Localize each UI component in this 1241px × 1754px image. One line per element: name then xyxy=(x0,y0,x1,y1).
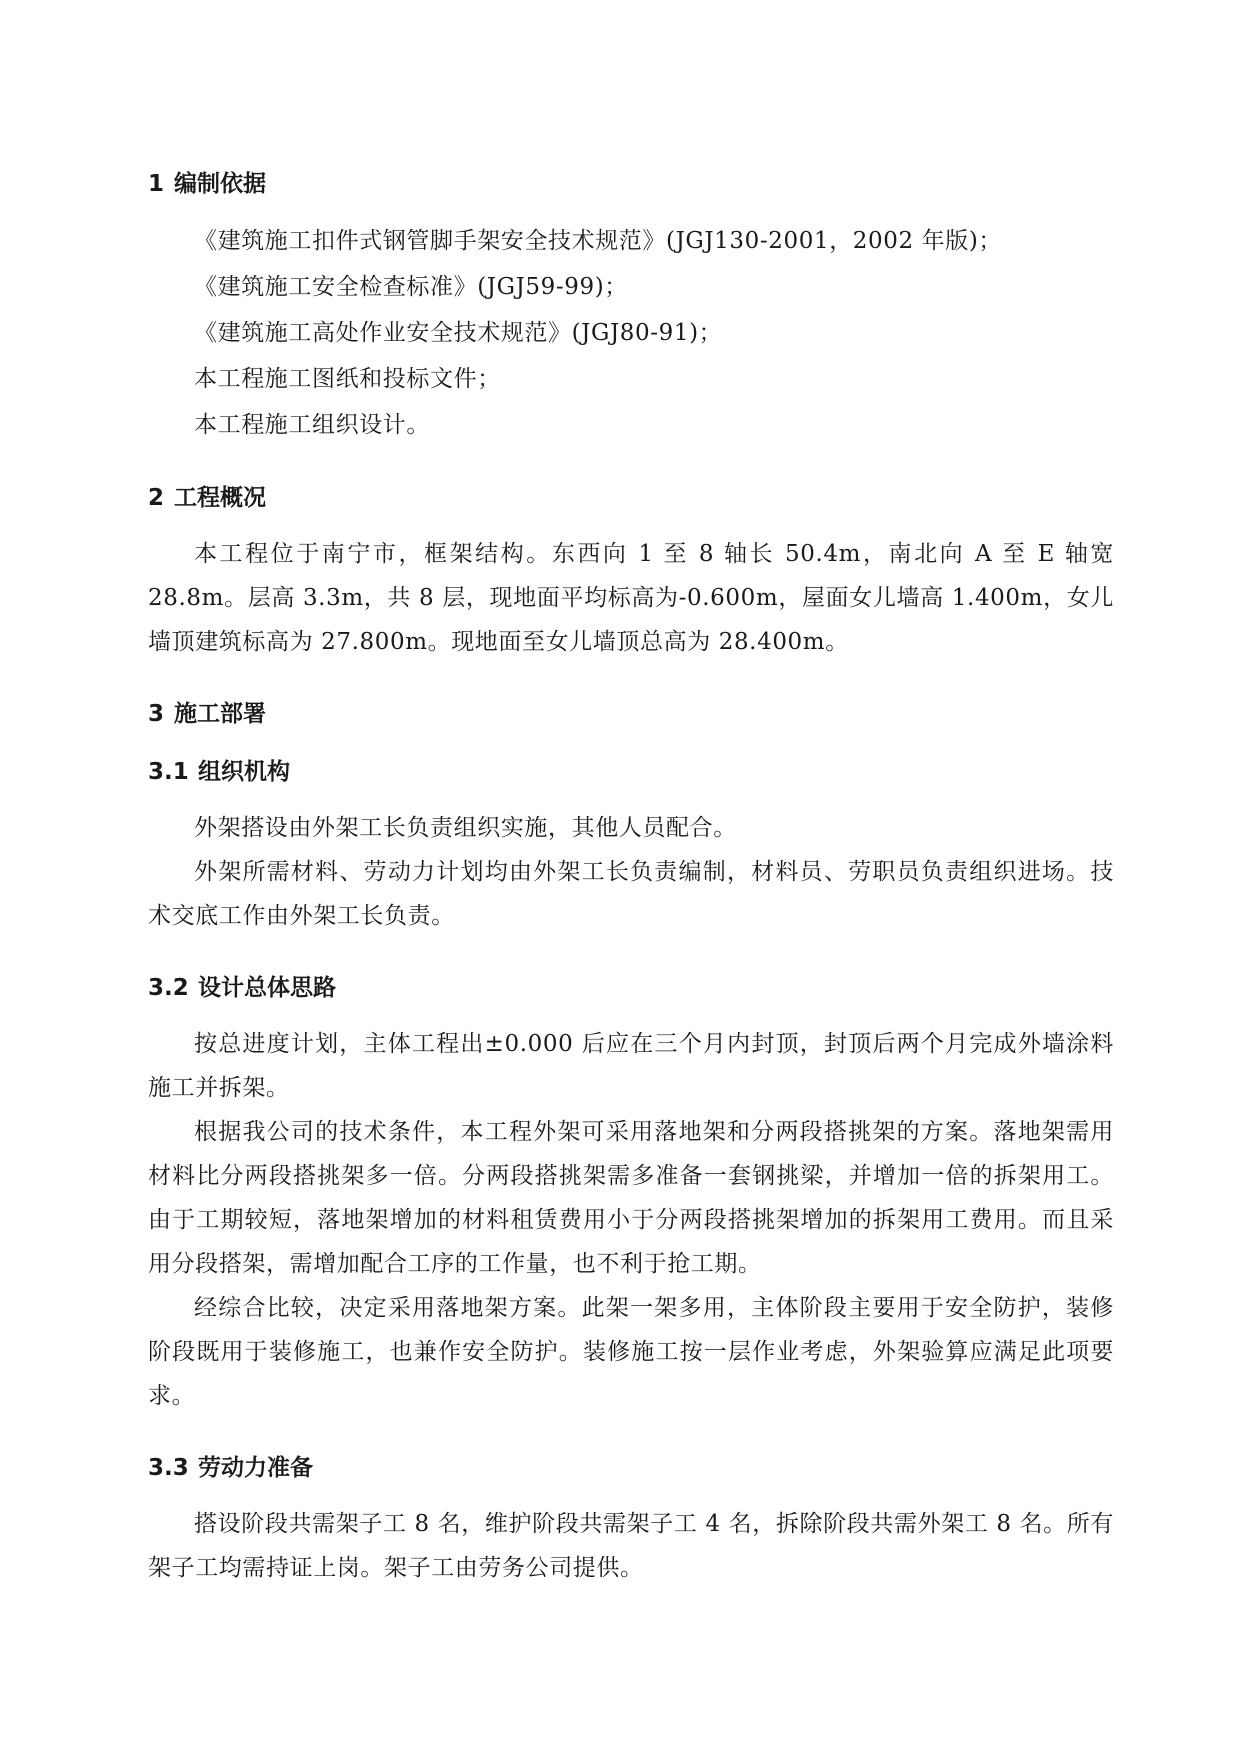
subsection-title: 劳动力准备 xyxy=(198,1455,313,1481)
section-number: 2 xyxy=(148,485,165,511)
subsection-number: 3.3 xyxy=(148,1455,189,1481)
section-heading xyxy=(148,482,1114,514)
section-basis xyxy=(148,168,1114,448)
subsection-labor xyxy=(148,1452,1114,1590)
subsection-heading xyxy=(148,972,1114,1004)
reference-list xyxy=(148,218,1114,448)
subsection-number: 3.1 xyxy=(148,759,189,785)
paragraph: 按总进度计划，主体工程出±0.000 后应在三个月内封顶，封顶后两个月完成外墙涂料施工并拆架。 xyxy=(148,1031,1114,1101)
subsection-heading xyxy=(148,756,1114,788)
section-number: 3 xyxy=(148,701,165,727)
subsection-organization xyxy=(148,756,1114,938)
section-overview xyxy=(148,482,1114,664)
subsection-title: 组织机构 xyxy=(198,759,290,785)
section-title: 编制依据 xyxy=(174,171,266,197)
section-heading xyxy=(148,168,1114,200)
section-heading xyxy=(148,698,1114,730)
reference-item: 《建筑施工高处作业安全技术规范》(JGJ80-91)； xyxy=(194,320,723,346)
paragraph: 外架搭设由外架工长负责组织实施，其他人员配合。 xyxy=(194,815,737,841)
paragraph: 经综合比较，决定采用落地架方案。此架一架多用，主体阶段主要用于安全防护，装修阶段既用于装修施工，也兼作安全防护。装修施工按一层作业考虑，外架验算应满足此项要求。 xyxy=(148,1295,1114,1409)
reference-item: 本工程施工图纸和投标文件； xyxy=(194,366,501,392)
section-deployment xyxy=(148,698,1114,730)
subsection-title: 设计总体思路 xyxy=(198,975,336,1001)
reference-item: 本工程施工组织设计。 xyxy=(194,412,430,438)
paragraph: 搭设阶段共需架子工 8 名，维护阶段共需架子工 4 名，拆除阶段共需外架工 8 名。所有架子工均需持证上岗。架子工由劳务公司提供。 xyxy=(148,1511,1114,1581)
subsection-design-approach xyxy=(148,972,1114,1418)
section-number: 1 xyxy=(148,171,165,197)
paragraph: 本工程位于南宁市，框架结构。东西向 1 至 8 轴长 50.4m，南北向 A 至 E 轴宽 28.8m。层高 3.3m，共 8 层，现地面平均标高为-0.600m，屋面女儿墙高 1.400m，女儿墙顶建筑标高为 27.800m。现地面至女儿墙顶总高为 28.400m。 xyxy=(148,541,1114,655)
section-title: 工程概况 xyxy=(174,485,266,511)
reference-item: 《建筑施工安全检查标准》(JGJ59-99)； xyxy=(194,274,628,300)
subsection-number: 3.2 xyxy=(148,975,189,1001)
subsection-heading xyxy=(148,1452,1114,1484)
reference-item: 《建筑施工扣件式钢管脚手架安全技术规范》(JGJ130-2001，2002 年版)； xyxy=(194,228,1003,254)
paragraph: 外架所需材料、劳动力计划均由外架工长负责编制，材料员、劳职员负责组织进场。技术交底工作由外架工长负责。 xyxy=(148,859,1114,929)
section-title: 施工部署 xyxy=(174,701,266,727)
paragraph: 根据我公司的技术条件，本工程外架可采用落地架和分两段搭挑架的方案。落地架需用材料比分两段搭挑架多一倍。分两段搭挑架需多准备一套钢挑梁，并增加一倍的拆架用工。由于工期较短，落地架增加的材料租赁费用小于分两段搭挑架增加的拆架用工费用。而且采用分段搭架，需增加配合工序的工作量，也不利于抢工期。 xyxy=(148,1119,1114,1277)
